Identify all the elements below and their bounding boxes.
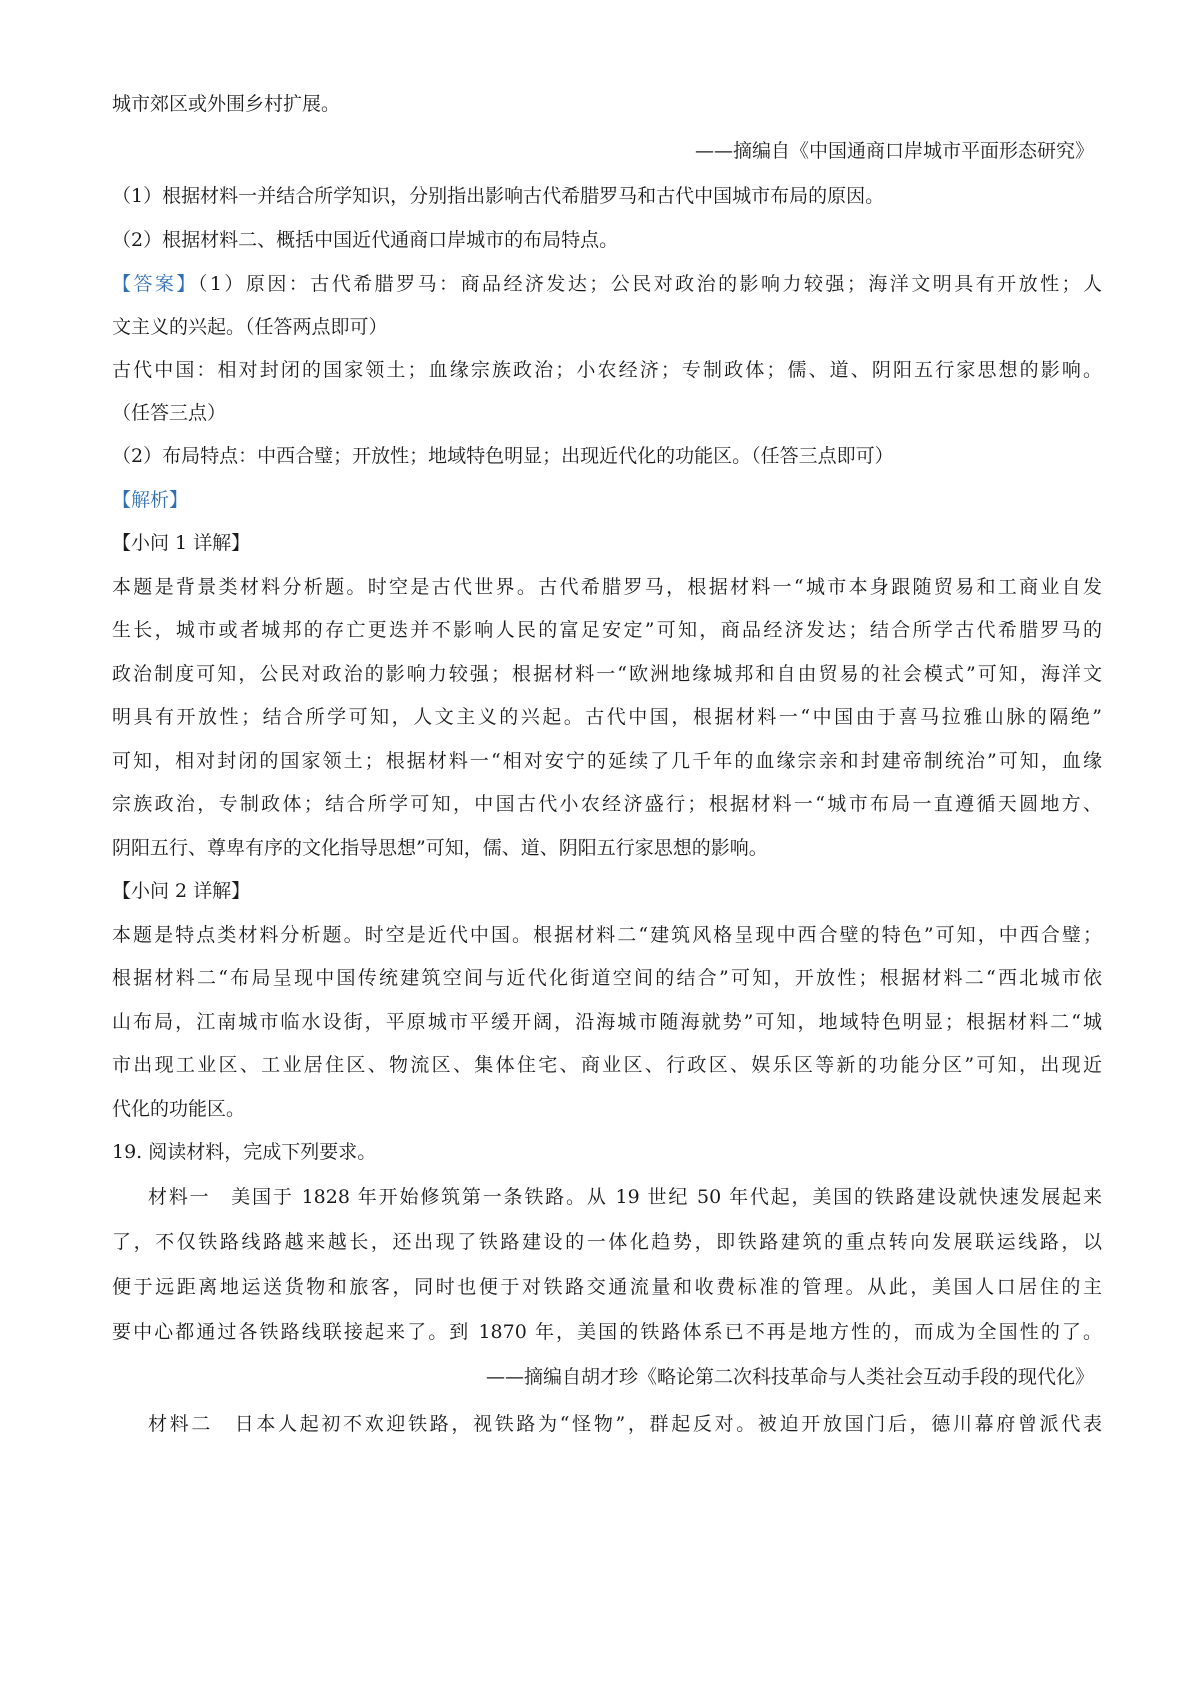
analysis-tag: 【解析】 — [112, 489, 189, 511]
source-citation-two: ——摘编自《中国通商口岸城市平面形态研究》 — [694, 140, 1094, 162]
material-one-line: 便于远距离地运送货物和旅客，同时也便于对铁路交通流量和收费标准的管理。从此，美国人口居住的主 — [112, 1276, 1102, 1298]
sub1-line: 阴阳五行、尊卑有序的文化指导思想”可知，儒、道、阴阳五行家思想的影响。 — [112, 837, 768, 859]
sub2-line: 市出现工业区、工业居住区、物流区、集体住宅、商业区、行政区、娱乐区等新的功能分区”可知，出现近 — [112, 1054, 1102, 1076]
source-citation-one: ——摘编自胡才珍《略论第二次科技革命与人类社会互动手段的现代化》 — [485, 1366, 1094, 1388]
sub1-line: 可知，相对封闭的国家领土；根据材料一“相对安宁的延续了几千年的血缘宗亲和封建帝制统治”可知，血缘 — [112, 750, 1102, 772]
sub1-line: 生长，城市或者城邦的存亡更迭并不影响人民的富足安定”可知，商品经济发达；结合所学古代希腊罗马的 — [112, 619, 1102, 641]
sub2-line: 代化的功能区。 — [112, 1098, 246, 1120]
question-2: （2）根据材料二、概括中国近代通商口岸城市的布局特点。 — [112, 229, 619, 251]
sub1-line: 宗族政治，专制政体；结合所学可知，中国古代小农经济盛行；根据材料一“城市布局一直遵循天圆地方、 — [112, 793, 1102, 815]
material-two-tail: 城市郊区或外围乡村扩展。 — [112, 93, 341, 115]
answer-1-line-4: （任答三点） — [112, 402, 227, 424]
answer-1-text-1: （1）原因：古代希腊罗马：商品经济发达；公民对政治的影响力较强；海洋文明具有开放性；人 — [197, 273, 1102, 295]
material-one-line: 要中心都通过各铁路线联接起来了。到 1870 年，美国的铁路体系已不再是地方性的，而成为全国性的了。 — [112, 1321, 1102, 1343]
sub2-line: 根据材料二“布局呈现中国传统建筑空间与近代化街道空间的结合”可知，开放性；根据材料二“西北城市依 — [112, 967, 1102, 989]
answer-tag: 【答案】 — [112, 273, 198, 295]
question-1: （1）根据材料一并结合所学知识，分别指出影响古代希腊罗马和古代中国城市布局的原因。 — [112, 185, 885, 207]
sub-question-2-heading: 【小问 2 详解】 — [112, 880, 251, 902]
material-two-line: 材料二 日本人起初不欢迎铁路，视铁路为“怪物”，群起反对。被迫开放国门后，德川幕府曾派代表 — [148, 1413, 1102, 1435]
sub1-line: 政治制度可知，公民对政治的影响力较强；根据材料一“欧洲地缘城邦和自由贸易的社会模式”可知，海洋文 — [112, 663, 1102, 685]
sub1-line: 明具有开放性；结合所学可知，人文主义的兴起。古代中国，根据材料一“中国由于喜马拉雅山脉的隔绝” — [112, 706, 1102, 728]
answer-1-line-3: 古代中国：相对封闭的国家领土；血缘宗族政治；小农经济；专制政体；儒、道、阴阳五行家思想的影响。 — [112, 359, 1102, 381]
sub1-line: 本题是背景类材料分析题。时空是古代世界。古代希腊罗马，根据材料一“城市本身跟随贸易和工商业自发 — [112, 576, 1102, 598]
sub-question-1-heading: 【小问 1 详解】 — [112, 532, 251, 554]
sub2-line: 山布局，江南城市临水设街，平原城市平缓开阔，沿海城市随海就势”可知，地域特色明显；根据材料二“城 — [112, 1011, 1102, 1033]
question-19-stem: 19. 阅读材料，完成下列要求。 — [112, 1141, 377, 1163]
answer-1-line-1 — [112, 270, 1102, 298]
answer-1-line-2: 文主义的兴起。（任答两点即可） — [112, 316, 388, 338]
answer-2: （2）布局特点：中西合璧；开放性；地域特色明显；出现近代化的功能区。（任答三点即可） — [112, 445, 894, 467]
material-one-line: 了，不仅铁路线路越来越长，还出现了铁路建设的一体化趋势，即铁路建筑的重点转向发展联运线路，以 — [112, 1231, 1102, 1253]
material-one-line: 材料一 美国于 1828 年开始修筑第一条铁路。从 19 世纪 50 年代起，美国的铁路建设就快速发展起来 — [148, 1186, 1102, 1208]
sub2-line: 本题是特点类材料分析题。时空是近代中国。根据材料二“建筑风格呈现中西合壁的特色”可知，中西合璧； — [112, 924, 1102, 946]
